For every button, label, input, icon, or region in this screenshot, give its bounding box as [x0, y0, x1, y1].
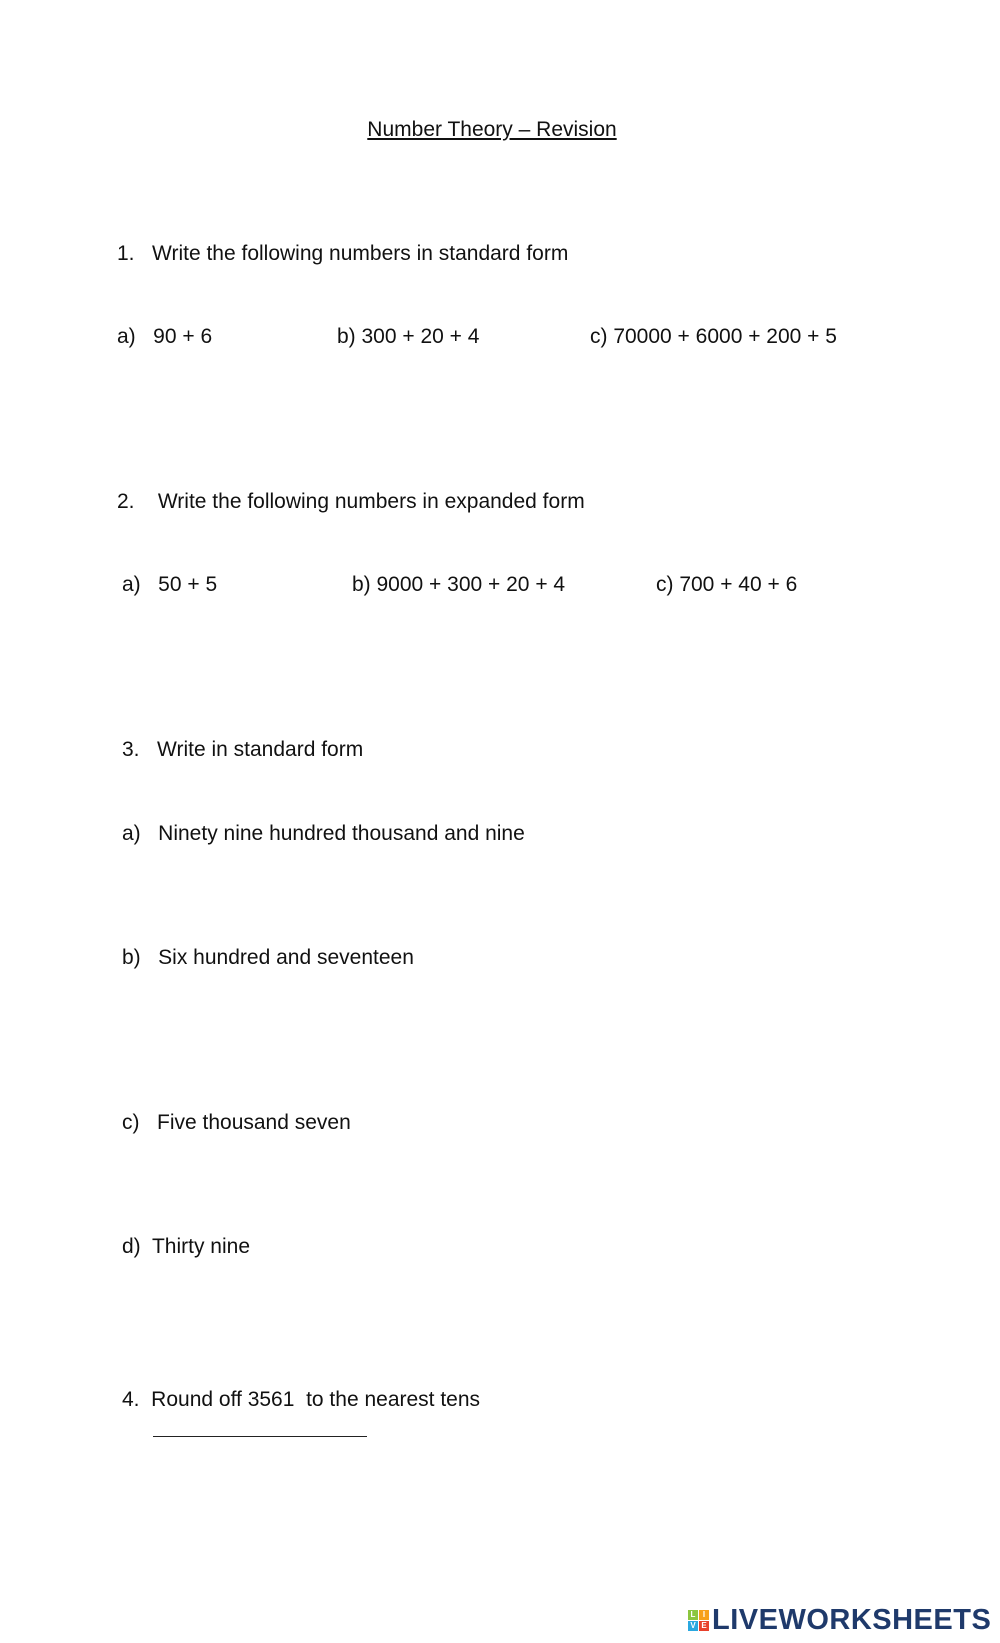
- logo-blocks-icon: [688, 1610, 709, 1631]
- question-3c: c) Five thousand seven: [122, 1111, 351, 1134]
- logo-block: I: [699, 1610, 709, 1620]
- logo-block: V: [688, 1621, 698, 1631]
- logo-text: LIVEWORKSHEETS: [712, 1604, 992, 1636]
- question-3d: d) Thirty nine: [122, 1235, 250, 1258]
- question-2a: a) 50 + 5: [122, 573, 218, 596]
- page-title: Number Theory – Revision: [367, 118, 617, 141]
- question-1-prompt: 1. Write the following numbers in standard form: [117, 242, 569, 265]
- question-1c: c) 70000 + 6000 + 200 + 5: [590, 325, 837, 348]
- question-2-prompt: 2. Write the following numbers in expanded form: [117, 490, 585, 513]
- question-1b: b) 300 + 20 + 4: [337, 325, 480, 348]
- question-3-prompt: 3. Write in standard form: [122, 738, 364, 761]
- question-3a: a) Ninety nine hundred thousand and nine: [122, 822, 525, 845]
- liveworksheets-logo: [688, 1604, 991, 1637]
- question-4-prompt: 4. Round off 3561 to the nearest tens: [122, 1388, 481, 1411]
- question-2b: b) 9000 + 300 + 20 + 4: [352, 573, 566, 596]
- question-2c: c) 700 + 40 + 6: [656, 573, 798, 596]
- answer-blank-line[interactable]: [153, 1436, 367, 1437]
- logo-block: E: [699, 1621, 709, 1631]
- logo-block: L: [688, 1610, 698, 1620]
- question-3b: b) Six hundred and seventeen: [122, 946, 414, 969]
- question-1a: a) 90 + 6: [117, 325, 213, 348]
